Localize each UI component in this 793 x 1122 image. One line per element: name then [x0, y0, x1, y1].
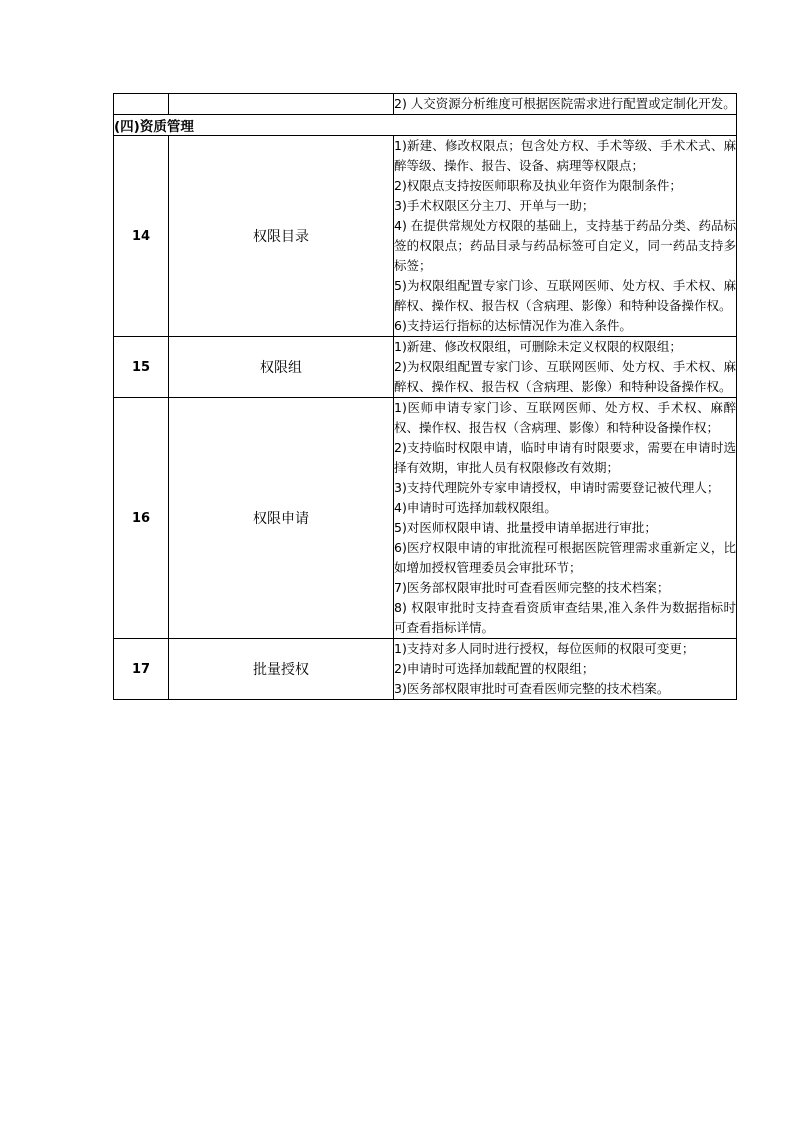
row-number-cell: 15 — [114, 337, 169, 398]
function-name-cell: 批量授权 — [169, 639, 394, 700]
description-item: 4)申请时可选择加载权限组。 — [394, 500, 557, 515]
table-row — [114, 398, 737, 639]
row-number-cell — [114, 94, 169, 115]
table-row — [114, 639, 737, 700]
description-item: 5)对医师权限申请、批量授申请单据进行审批； — [394, 520, 657, 535]
table-row — [114, 136, 737, 337]
description-item: 7)医务部权限审批时可查看医师完整的技术档案； — [394, 580, 670, 595]
function-name-cell: 权限组 — [169, 337, 394, 398]
description-item: 4) 在提供常规处方权限的基础上，支持基于药品分类、药品标签的权限点；药品目录与药品标签可自定义，同一药品支持多标签； — [394, 218, 736, 273]
description-item: 2)申请时可选择加载配置的权限组； — [394, 661, 595, 676]
description-item: 2)为权限组配置专家门诊、互联网医师、处方权、手术权、麻醉权、操作权、报告权（含病理、影像）和特种设备操作权。 — [394, 359, 736, 394]
table-row — [114, 337, 737, 398]
description-item: 2)支持临时权限申请，临时申请有时限要求，需要在申请时选择有效期，审批人员有权限修改有效期； — [394, 440, 736, 475]
section-title: (四)资质管理 — [114, 115, 737, 136]
requirements-table — [113, 93, 737, 700]
description-item: 1)医师申请专家门诊、互联网医师、处方权、手术权、麻醉权、操作权、报告权（含病理、影像）和特种设备操作权； — [394, 400, 736, 435]
row-number-cell: 16 — [114, 398, 169, 639]
row-number-cell: 14 — [114, 136, 169, 337]
description-item: 6)医疗权限申请的审批流程可根据医院管理需求重新定义，比如增加授权管理委员会审批环节； — [394, 540, 736, 575]
description-item: 5)为权限组配置专家门诊、互联网医师、处方权、手术权、麻醉权、操作权、报告权（含病理、影像）和特种设备操作权。 — [394, 278, 736, 313]
function-name-cell: 权限目录 — [169, 136, 394, 337]
description-cell — [394, 94, 737, 115]
function-name-cell: 权限申请 — [169, 398, 394, 639]
description-item: 3)医务部权限审批时可查看医师完整的技术档案。 — [394, 681, 670, 696]
description-item: 2) 人交资源分析维度可根据医院需求进行配置或定制化开发。 — [394, 96, 736, 111]
description-item: 8) 权限审批时支持查看资质审查结果,准入条件为数据指标时可查看指标详情。 — [394, 600, 736, 635]
description-item: 1)新建、修改权限点；包含处方权、手术等级、手术术式、麻醉等级、操作、报告、设备、病理等权限点； — [394, 138, 736, 173]
description-cell — [394, 136, 737, 337]
row-number-cell: 17 — [114, 639, 169, 700]
description-item: 6)支持运行指标的达标情况作为准入条件。 — [394, 318, 632, 333]
description-item: 3)支持代理院外专家申请授权，申请时需要登记被代理人； — [394, 480, 720, 495]
function-name-cell — [169, 94, 394, 115]
description-item: 2)权限点支持按医师职称及执业年资作为限制条件； — [394, 178, 682, 193]
description-cell — [394, 639, 737, 700]
description-item: 1)新建、修改权限组，可删除未定义权限的权限组； — [394, 339, 682, 354]
description-cell — [394, 398, 737, 639]
description-item: 1)支持对多人同时进行授权，每位医师的权限可变更； — [394, 641, 695, 656]
section-header-row — [114, 115, 737, 136]
description-cell — [394, 337, 737, 398]
description-item: 3)手术权限区分主刀、开单与一助； — [394, 198, 595, 213]
table-row — [114, 94, 737, 115]
